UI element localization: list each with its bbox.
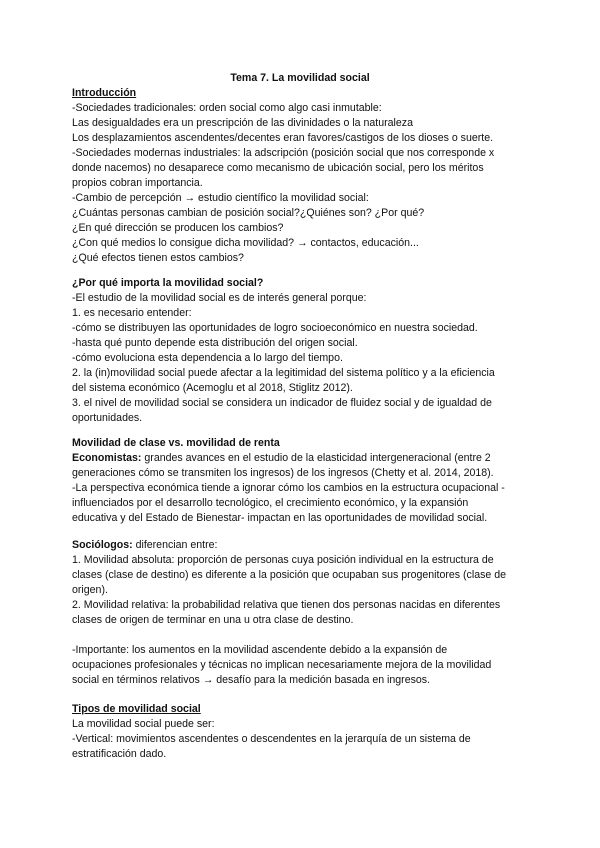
sociologists-block [72,538,532,628]
sociologists-line: origen). [72,584,108,596]
intro-line: ¿En qué dirección se producen los cambios? [72,222,284,234]
importance-section [72,276,532,426]
sociologists-label: Sociólogos: [72,539,133,551]
important-line: ocupaciones profesionales y técnicas no implican necesariamente mejora de la movilidad [72,659,492,671]
intro-line: Las desigualdades era un prescripción de las divinidades o la naturaleza [72,117,413,129]
importance-line: 3. el nivel de movilidad social se considera un indicador de fluidez social y de igualdad de [72,397,492,409]
types-line: -Vertical: movimientos ascendentes o descendentes en la jerarquía de un sistema de [72,733,471,745]
intro-section [72,86,532,266]
types-heading: Tipos de movilidad social [72,703,201,715]
sociologists-line: clases de origen de terminar en una u otra clase de destino. [72,614,354,626]
importance-line: -hasta qué punto depende esta distribución del origen social. [72,337,358,349]
importance-line: oportunidades. [72,412,143,424]
sociologists-line: 1. Movilidad absoluta: proporción de personas cuya posición individual en la estructura de [72,554,494,566]
economists-line: generaciones cómo se transmiten los ingresos) de los ingresos (Chetty et al. 2014, 2018). [72,467,494,479]
importance-line: 1. es necesario entender: [72,307,192,319]
importance-line: -cómo se distribuyen las oportunidades de logro socioeconómico en nuestra sociedad. [72,322,478,334]
importance-heading: ¿Por qué importa la movilidad social? [72,277,264,289]
types-line: estratificación dado. [72,748,167,760]
sociologists-first-line [72,538,532,553]
sociologists-line: clases (clase de destino) es diferente a la posición que ocupaban sus progenitores (clase de [72,569,507,581]
intro-line: ¿Qué efectos tienen estos cambios? [72,252,244,264]
intro-line: donde nacemos) no desaparece como mecanismo de ubicación social, pero los méritos [72,162,484,174]
types-line: La movilidad social puede ser: [72,718,215,730]
importance-line: 2. la (in)movilidad social puede afectar a la legitimidad del sistema político y a la eficiencia [72,367,495,379]
sociologists-text: diferencian entre: [132,539,218,551]
economists-line: influenciados por el desarrollo tecnológico, el crecimiento económico, y la expansión [72,497,469,509]
economists-label: Economistas: [72,452,142,464]
economists-first-line [72,451,532,466]
intro-heading: Introducción [72,87,137,99]
intro-line: Los desplazamientos ascendentes/decentes eran favores/castigos de los dioses o suerte. [72,132,494,144]
sociologists-line: 2. Movilidad relativa: la probabilidad relativa que tienen dos personas nacidas en diferentes [72,599,501,611]
class-vs-income-section [72,436,532,526]
intro-line: -Sociedades tradicionales: orden social como algo casi inmutable: [72,102,382,114]
importance-line: del sistema económico (Acemoglu et al 2018, Stiglitz 2012). [72,382,353,394]
economists-line: -La perspectiva económica tiende a ignorar cómo los cambios en la estructura ocupacional - [72,482,505,494]
important-line: social en términos relativos → desafío para la medición basada en ingresos. [72,674,431,686]
types-section [72,702,532,762]
importance-line: -cómo evoluciona esta dependencia a lo largo del tiempo. [72,352,343,364]
important-block [72,643,532,688]
economists-text: grandes avances en el estudio de la elasticidad intergeneracional (entre 2 [141,452,491,464]
intro-line: ¿Con qué medios lo consigue dicha movilidad? → contactos, educación... [72,237,419,249]
document-title: Tema 7. La movilidad social [230,72,370,84]
importance-line: -El estudio de la movilidad social es de interés general porque: [72,292,367,304]
intro-line: -Sociedades modernas industriales: la adscripción (posición social que nos corresponde x [72,147,495,159]
intro-line: -Cambio de percepción → estudio científico la movilidad social: [72,192,369,204]
intro-line: propios cobran importancia. [72,177,203,189]
intro-line: ¿Cuántas personas cambian de posición social?¿Quiénes son? ¿Por qué? [72,207,425,219]
economists-line: educativa y del Estado de Bienestar- impactan en las oportunidades de movilidad social. [72,512,488,524]
important-line: -Importante: los aumentos en la movilidad ascendente debido a la expansión de [72,644,448,656]
class-income-heading: Movilidad de clase vs. movilidad de renta [72,437,280,449]
